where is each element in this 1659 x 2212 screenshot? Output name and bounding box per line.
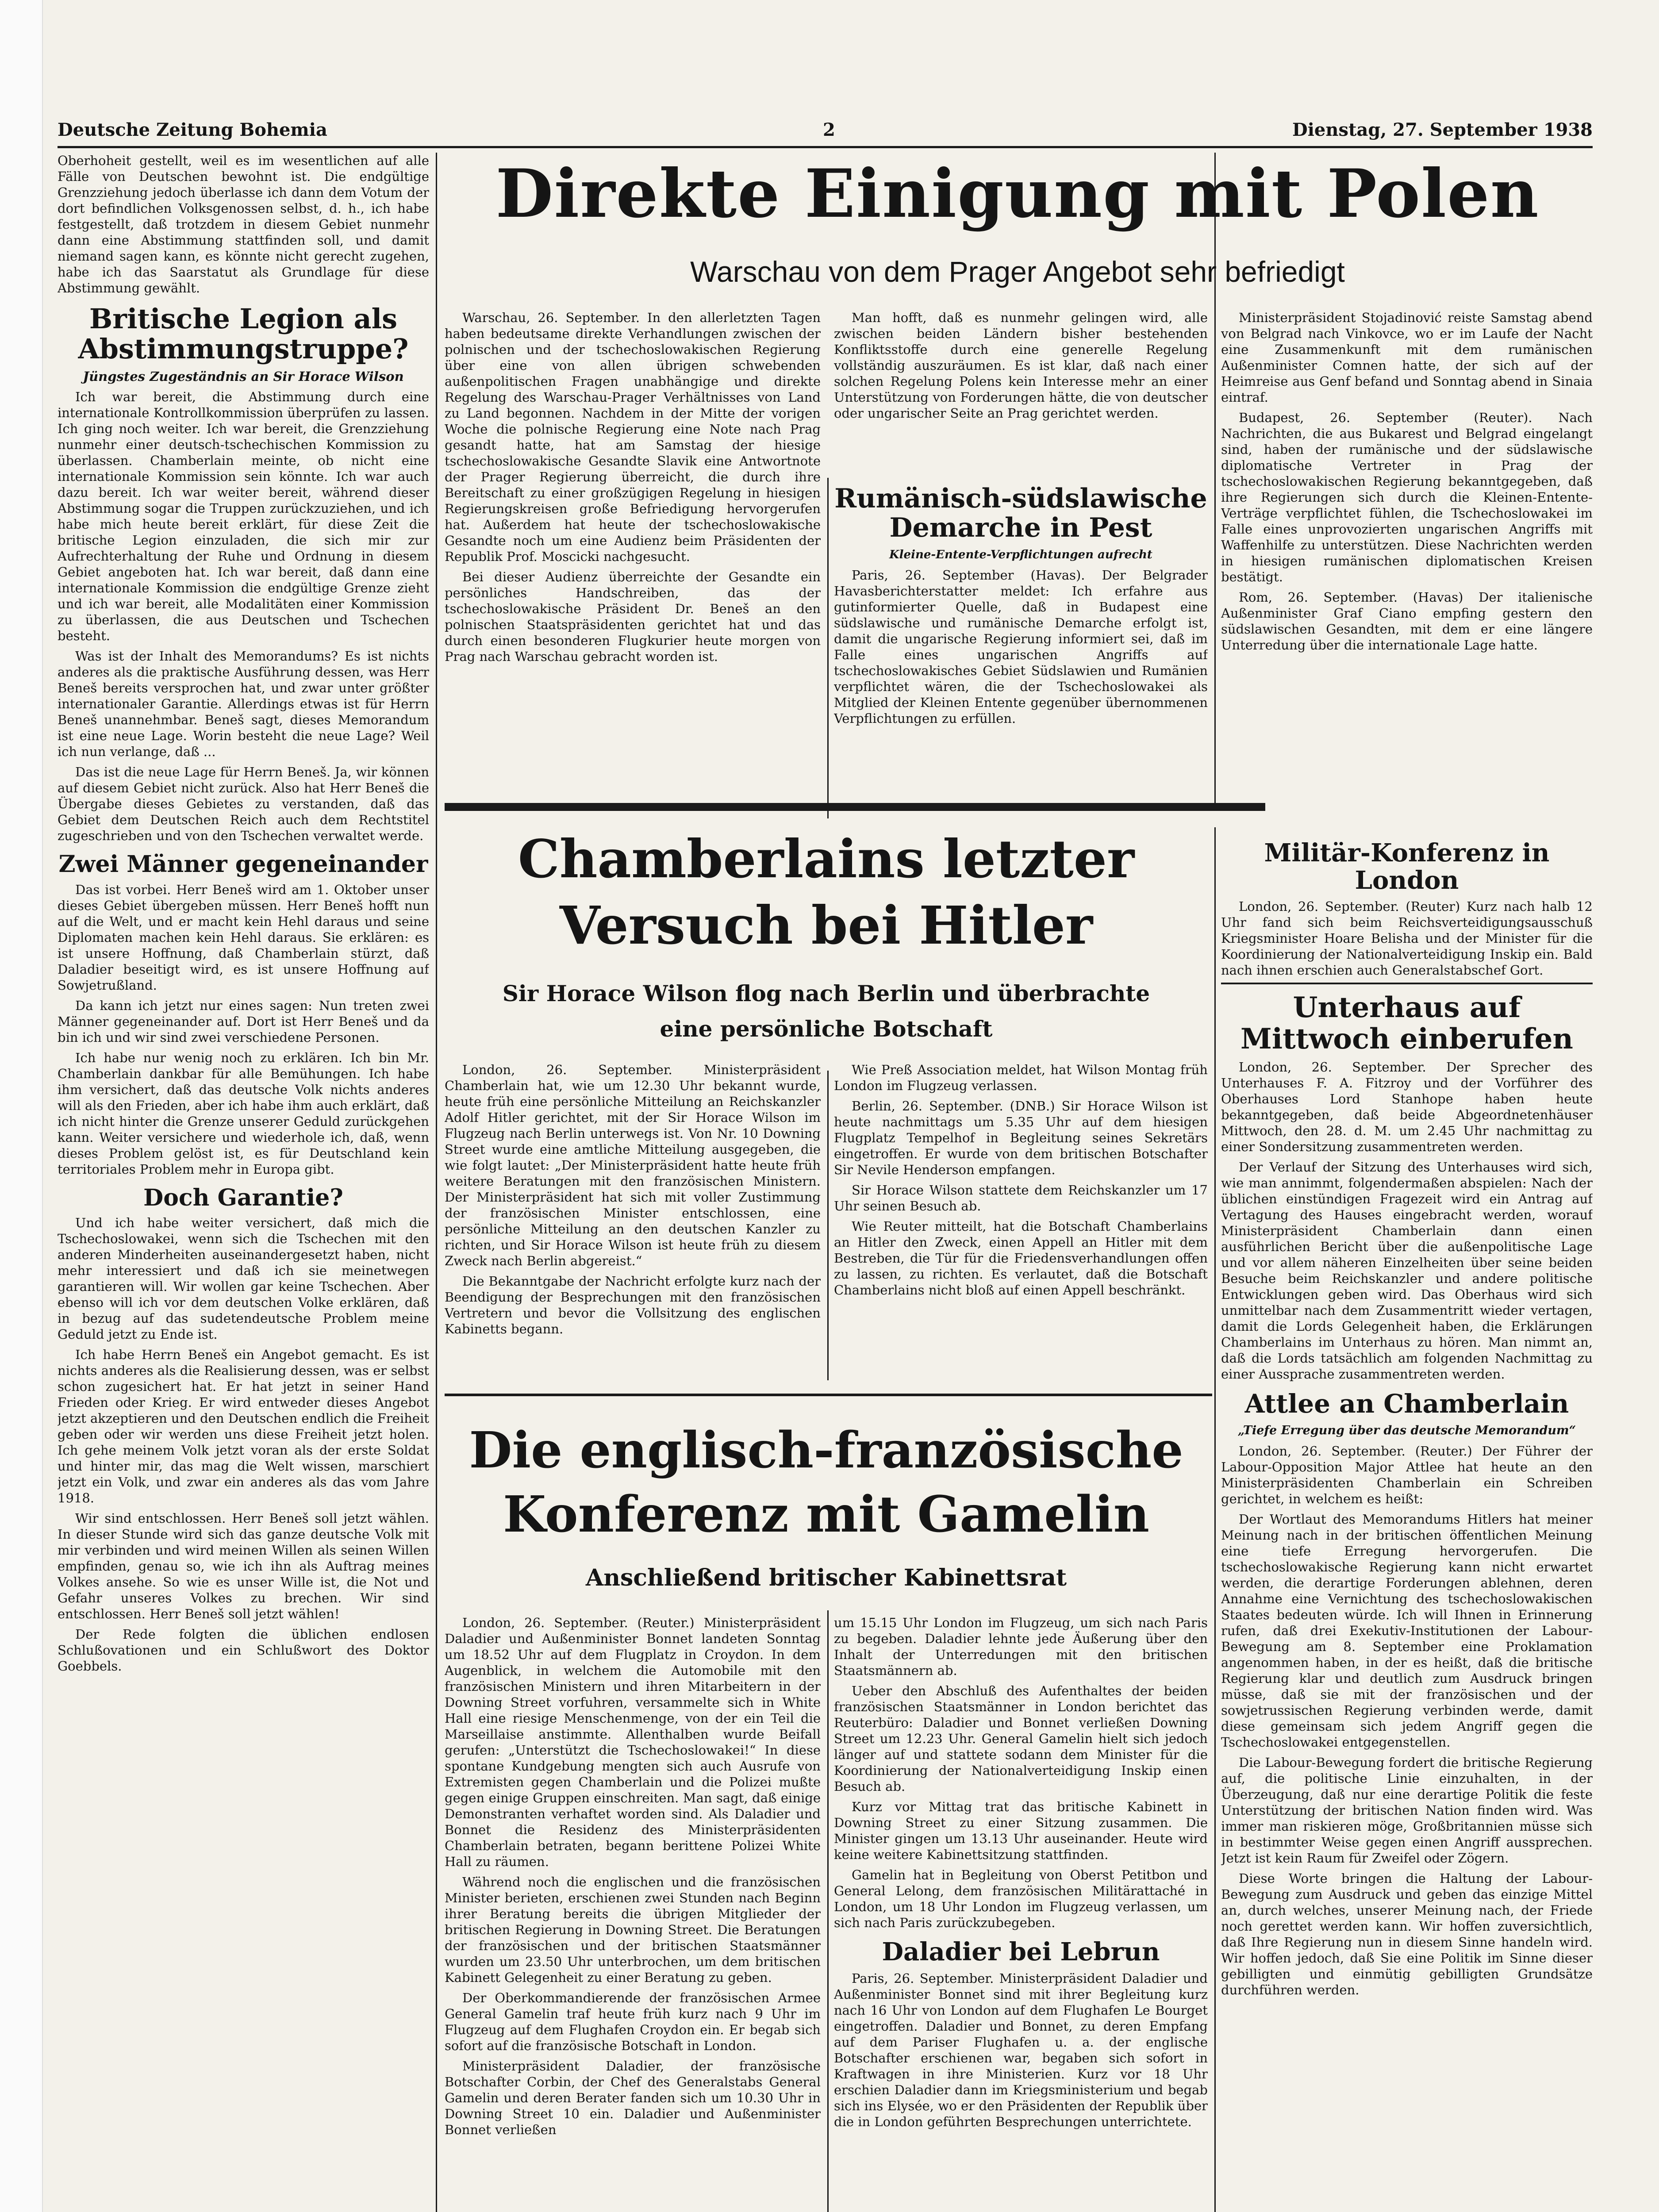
rumaenisch-col-2 bbox=[1221, 310, 1593, 796]
militaer-headline: Militär-Konferenz in London bbox=[1264, 838, 1550, 895]
left-column bbox=[58, 153, 429, 2212]
paragraph: Und ich habe weiter versichert, daß mich die Tschechoslowakei, wenn sich die Tschechen mit den anderen Minderheiten auseinandergesetzt haben, nicht mehr interessiert und daß ich sie meinetwegen garantieren will. Wir wollen gar keine Tschechen. Aber ebenso will ich vor dem deutschen Volke erklären, daß in bezug auf das sudetendeutsche Problem meine Geduld jetzt zu Ende ist. bbox=[58, 1215, 429, 1342]
issue-date: Dienstag, 27. September 1938 bbox=[1292, 119, 1593, 140]
paragraph: Diese Worte bringen die Haltung der Labour-Bewegung zum Ausdruck und geben das einzige Mittel an, durch welches, unserer Meinung nach, der Friede noch gerettet werden kann. Wir hoffen zuversichtlich, daß Ihre Regierung nun in diesem Sinne handeln wird. Wir hoffen jedoch, daß Sie eine Politik im Sinne dieser gebilligten und einmütig gebilligten Grundsätze durchführen werden. bbox=[1221, 1870, 1593, 1997]
chamberlain-sub-1: Sir Horace Wilson flog nach Berlin und überbrachte bbox=[502, 980, 1150, 1006]
column-rule bbox=[827, 1071, 829, 1380]
paragraph: London, 26. September. (Reuter) Kurz nach halb 12 Uhr fand sich beim Reichsverteidigungsausschuß Kriegsminister Hoare Belisha und der Minister für die Koordinierung der Nationalverteidigung Inskip ein. Bald nach ihnen erschien auch Generalstabschef Gort. bbox=[1221, 899, 1593, 978]
paragraph: Ich habe nur wenig noch zu erklären. Ich bin Mr. Chamberlain dankbar für alle Bemühungen. Ich habe ihm versichert, daß das deutsche Volk nichts anderes will als den Frieden, aber ich habe ihm auch erklärt, daß ich nicht hinter die Grenze unserer Geduld zurückgehen kann. Weiter versichere und wiederhole ich, daß, wenn dieses Problem gelöst ist, es für Deutschland kein territoriales Problem mehr in Europa gibt. bbox=[58, 1050, 429, 1177]
column-rule bbox=[827, 1610, 829, 2212]
paragraph: Während noch die englischen und die französischen Minister berieten, erschienen zwei Stunden nach Beginn ihrer Beratung bereits die übrigen Mitglieder der britischen Regierung in Downing Street. Die Beratungen der französischen und der britischen Staatsmänner wurden um 23.50 Uhr unterbrochen, um dem britischen Kabinett Gelegenheit zu einer Beratung zu geben. bbox=[445, 1874, 821, 1985]
lead-col-1 bbox=[445, 310, 821, 796]
paragraph: Wie Reuter mitteilt, hat die Botschaft Chamberlains an Hitler den Zweck, einen Appell an Hitler mit dem Bestreben, die Tür für die Friedensverhandlungen offen zu lassen, zu richten. Es verlautet, daß die Botschaft Chamberlains nicht bloß auf einen Appell beschränkt. bbox=[834, 1219, 1208, 1298]
chamberlain-sub-2: eine persönliche Botschaft bbox=[660, 1016, 993, 1042]
paragraph: Ich war bereit, die Abstimmung durch eine internationale Kontrollkommission überprüfen zu lassen. Ich ging noch weiter. Ich war bereit, die Grenzziehung nunmehr einer deutsch-tschechischen Kommission zu überlassen. Chamberlain meinte, ob nicht eine internationale Kommission sein könnte. Ich war auch dazu bereit. Ich war weiter bereit, während dieser Abstimmung sogar die Truppen zurückzuziehen, und ich habe mich heute bereit erklärt, für diese Zeit die britische Legion einzuladen, die sich mir zur Aufrechterhaltung der Ruhe und Ordnung in diesem Gebiet angeboten hat. Ich war bereit, daß dann eine internationale Kommission die endgültige Grenze zieht und ich war bereit, alle Modalitäten einer Kommission zu überlassen, die aus Deutschen und Tschechen besteht. bbox=[58, 389, 429, 644]
paragraph: Kurz vor Mittag trat das britische Kabinett in Downing Street zu einer Sitzung zusammen. Die Minister gingen um 13.13 Uhr auseinander. Heute wird keine weitere Kabinettsitzung stattfinden. bbox=[834, 1799, 1208, 1862]
lead-headline: Direkte Einigung mit Polen bbox=[495, 155, 1540, 233]
intro-paragraph: Oberhoheit gestellt, weil es im wesentlichen auf alle Fälle von Deutschen bewohnt ist. Die endgültige Grenzziehung jedoch überlasse ich dann dem Votum der dort befindlichen Volksgenossen selbst, d. h., ich habe festgestellt, daß trotzdem in diesem Gebiet nunmehr dann eine Abstimmung stattfinden soll, und damit niemand sagen kann, es könnte nicht gerecht zugehen, habe ich das Saarstatut als Grundlage für diese Abstimmung gewählt. bbox=[58, 153, 429, 296]
section-rule bbox=[445, 1394, 1212, 1396]
paragraph: Der Rede folgten die üblichen endlosen Schlußovationen und ein Schlußwort des Doktor Goebbels. bbox=[58, 1626, 429, 1674]
right-column-lower bbox=[1221, 832, 1593, 2212]
paragraph: Wie Preß Association meldet, hat Wilson Montag früh London im Flugzeug verlassen. bbox=[834, 1062, 1208, 1093]
subheading-wilson: Jüngstes Zugeständnis an Sir Horace Wilson bbox=[83, 369, 404, 384]
paragraph: London, 26. September. Der Sprecher des Unterhauses F. A. Fitzroy und der Vorführer des Oberhauses Lord Stanhope haben heute bekanntgegeben, daß beide Abgeordnetenhäuser Mittwoch, den 28. d. M. um 2.45 Uhr nachmittag zu einer Sondersitzung zusammentreten werden. bbox=[1221, 1059, 1593, 1154]
gamelin-headline-1: Die englisch-französische bbox=[469, 1421, 1183, 1479]
paragraph: Paris, 26. September. Ministerpräsident Daladier und Außenminister Bonnet sind mit ihrer Begleitung kurz nach 16 Uhr von London auf dem Flughafen Le Bourget eingetroffen. Daladier und Bonnet, zu deren Empfang auf dem Pariser Flughafen u. a. der englische Botschafter erschienen war, begaben sich sofort in Kraftwagen in ihre Ministerien. Kurz vor 18 Uhr erschien Daladier dann im Kriegsministerium und begab sich ins Elysée, wo er den Präsidenten der Republik über die in London geführten Besprechungen unterrichtete. bbox=[834, 1970, 1208, 2129]
masthead-rule bbox=[58, 146, 1593, 148]
heading-zwei-maenner: Zwei Männer gegeneinander bbox=[58, 851, 428, 878]
paragraph: Man hofft, daß es nunmehr gelingen wird, alle zwischen beiden Ländern bisher bestehenden Konfliktsstoffe durch eine generelle Regelung vollständig auszuräumen. Es ist klar, daß nach einer solchen Regelung Polens kein Interesse mehr an einer Unterstützung von Forderungen hätte, die von deutscher oder ungarischer Seite an Prag gerichtet werden. bbox=[834, 310, 1208, 421]
chamberlain-col-2 bbox=[834, 1062, 1208, 1389]
paragraph: Rom, 26. September. (Havas) Der italienische Außenminister Graf Ciano empfing gestern den südslawischen Gesandten, mit dem er eine längere Unterredung über die internationale Lage hatte. bbox=[1221, 590, 1593, 653]
rumaenisch-sub: Kleine-Entente-Verpflichtungen aufrecht bbox=[889, 548, 1152, 561]
paragraph: um 15.15 Uhr London im Flugzeug, um sich nach Paris zu begeben. Daladier lehnte jede Äußerung über den Inhalt der Unterredungen mit den britischen Staatsmännern ab. bbox=[834, 1615, 1208, 1678]
paragraph: Paris, 26. September (Havas). Der Belgrader Havasberichterstatter meldet: Ich erfahre aus gutinformierter Quelle, daß in Budapest eine südslawische und rumänische Demarche erfolgt ist, damit die ungarische Regierung informiert sei, daß im Falle eines ungarischen Angriffs auf tschechoslowakisches Gebiet Südslawien und Rumänien verpflichtet wären, die der Tschechoslowakei als Mitglied der Kleinen Entente gegenüber übernommenen Verpflichtungen zu erfüllen. bbox=[834, 568, 1208, 726]
chamberlain-col-1 bbox=[445, 1062, 821, 1389]
paragraph: Sir Horace Wilson stattete dem Reichskanzler um 17 Uhr seinen Besuch ab. bbox=[834, 1183, 1208, 1214]
page-number: 2 bbox=[823, 119, 835, 140]
paragraph: Was ist der Inhalt des Memorandums? Es ist nichts anderes als die praktische Ausführung dessen, was Herr Beneš bereits versprochen hat, und zwar unter größter internationaler Garantie. Allerdings etwas ist für Herrn Beneš unannehmbar. Beneš sagt, dieses Memorandum ist eine neue Lage. Worin besteht die neue Lage? Weil ich nun verlange, daß ... bbox=[58, 649, 429, 760]
paragraph: London, 26. September. Ministerpräsident Chamberlain hat, wie um 12.30 Uhr bekannt wurde, heute früh eine persönliche Mitteilung an Reichskanzler Adolf Hitler gerichtet, mit der Sir Horace Wilson im Flugzeug nach Berlin unterwegs ist. Von Nr. 10 Downing Street wurde eine amtliche Mitteilung ausgegeben, die wie folgt lautet: „Der Ministerpräsident hatte heute früh weitere Beratungen mit den französischen Ministern. Der Ministerpräsident hat sich mit voller Zustimmung der französischen Minister entschlossen, eine persönliche Mitteilung an den deutschen Kanzler zu richten, und Sir Horace Wilson ist heute früh zu diesem Zweck nach Berlin abgereist.“ bbox=[445, 1062, 821, 1268]
heading-britische-legion: Britische Legion als Abstimmungstruppe? bbox=[78, 303, 409, 365]
rumaenisch-headline: Rumänisch-südslawische Demarche in Pest bbox=[834, 483, 1207, 543]
column-rule bbox=[827, 478, 829, 818]
rumaenisch-block bbox=[834, 482, 1208, 796]
paragraph: Berlin, 26. September. (DNB.) Sir Horace Wilson ist heute nachmittags um 5.35 Uhr auf dem hiesigen Flugplatz Tempelhof in Begleitung seines Sekretärs eingetroffen. Er wurde von dem britischen Botschafter Sir Nevile Henderson empfangen. bbox=[834, 1098, 1208, 1177]
chamberlain-headline-1: Chamberlains letzter bbox=[518, 828, 1135, 890]
paragraph: Ministerpräsident Daladier, der französische Botschafter Corbin, der Chef des Generalstabs General Gamelin und deren Berater fanden sich um 10.30 Uhr in Downing Street 10 ein. Daladier und Außenminister Bonnet verließen bbox=[445, 2058, 821, 2137]
paragraph: Ich habe Herrn Beneš ein Angebot gemacht. Es ist nichts anderes als die Realisierung dessen, was er selbst schon zugesichert hat. Er hat jetzt in seiner Hand Frieden oder Krieg. Er wird entweder dieses Angebot jetzt akzeptieren und den Deutschen endlich die Freiheit geben oder wir werden uns diese Freiheit jetzt holen. Ich gehe meinem Volk jetzt voran als der erste Soldat und hinter mir, das mag die Welt wissen, marschiert jetzt ein Volk, und zwar ein anderes als das vom Jahre 1918. bbox=[58, 1347, 429, 1505]
paragraph: Wir sind entschlossen. Herr Beneš soll jetzt wählen. In dieser Stunde wird sich das ganze deutsche Volk mit mir verbinden und wird meinen Willen als seinen Willen empfinden, genau so, wie ich ihn als Auftrag meines Volkes ansehe. So wie es unser Wille ist, die Not und Gefahr unseres Volkes zu brechen. Wir sind entschlossen. Herr Beneš soll jetzt wählen! bbox=[58, 1510, 429, 1621]
column-rule bbox=[1214, 827, 1216, 2212]
paragraph: Gamelin hat in Begleitung von Oberst Petitbon und General Lelong, dem französischen Militärattaché in London, um 18 Uhr London im Flugzeug verlassen, um sich nach Paris zurückzubegeben. bbox=[834, 1867, 1208, 1930]
divider bbox=[1221, 983, 1593, 984]
gamelin-col-1 bbox=[445, 1615, 821, 2212]
paper-name: Deutsche Zeitung Bohemia bbox=[58, 119, 327, 140]
section-rule bbox=[445, 803, 1265, 811]
paragraph: Das ist die neue Lage für Herrn Beneš. Ja, wir können auf diesem Gebiet nicht zurück. Also hat Herr Beneš die Übergabe dieses Gebietes zu verstanden, daß das Gebiet dem Deutschen Reich auch dem Rechtstitel zugeschrieben und von den Tschechen verwaltet werde. bbox=[58, 764, 429, 844]
paragraph: Der Oberkommandierende der französischen Armee General Gamelin traf heute früh kurz nach 9 Uhr im Flugzeug auf dem Flughafen Croydon ein. Er begab sich sofort auf die französische Botschaft in London. bbox=[445, 1990, 821, 2053]
unterhaus-headline: Unterhaus auf Mittwoch einberufen bbox=[1240, 991, 1573, 1056]
column-rule bbox=[1214, 153, 1216, 803]
gamelin-col-2 bbox=[834, 1615, 1208, 2212]
gamelin-headline-2: Konferenz mit Gamelin bbox=[503, 1486, 1150, 1544]
paragraph: Budapest, 26. September (Reuter). Nach Nachrichten, die aus Bukarest und Belgrad eingelangt sind, haben der rumänische und der südslawische diplomatische Vertreter in Prag der tschechoslowakischen Regierung bekanntgegeben, daß ihre Regierungen sich durch die Kleinen-Entente-Verträge verpflichtet fühlen, die Tschechoslowakei im Falle eines unprovozierten ungarischen Angriffs mit Waffenhilfe zu unterstützen. Diese Nachrichten werden in hiesigen rumänischen diplomatischen Kreisen bestätigt. bbox=[1221, 410, 1593, 584]
paragraph: London, 26. September. (Reuter.) Der Führer der Labour-Opposition Major Attlee hat heute an den Ministerpräsidenten Chamberlain ein Schreiben gerichtet, in welchem es heißt: bbox=[1221, 1443, 1593, 1506]
gamelin-sub: Anschließend britischer Kabinettsrat bbox=[585, 1564, 1067, 1591]
paragraph: Ministerpräsident Stojadinović reiste Samstag abend von Belgrad nach Vinkovce, wo er im Laufe der Nacht eine Zusammenkunft mit dem rumänischen Außenminister Comnen hatte, der sich auf der Heimreise aus Genf befand und Sonntag abend in Sinaia eintraf. bbox=[1221, 310, 1593, 405]
heading-doch-garantie: Doch Garantie? bbox=[143, 1184, 343, 1211]
lead-col-2 bbox=[834, 310, 1208, 478]
scan-edge bbox=[0, 0, 43, 2212]
paragraph: Bei dieser Audienz überreichte der Gesandte ein persönliches Handschreiben, das der tschechoslowakische Präsident Dr. Beneš an den polnischen Staatspräsidenten gerichtet hat und das durch einen besonderen Flugkurier heute morgen von Prag nach Warschau gebracht worden ist. bbox=[445, 569, 821, 664]
paragraph: Die Labour-Bewegung fordert die britische Regierung auf, die politische Linie einzuhalten, in der Überzeugung, daß nur eine derartige Politik die feste Unterstützung der britischen Nation finden wird. Was immer man riskieren möge, Großbritannien müsse sich in bestimmter Weise gegen einen Angriff aussprechen. Jetzt ist kein Raum für Zweifel oder Zögern. bbox=[1221, 1755, 1593, 1866]
paragraph: Der Verlauf der Sitzung des Unterhauses wird sich, wie man annimmt, folgendermaßen abspielen: Nach der üblichen einstündigen Fragezeit wird ein Antrag auf Vertagung des Hauses eingebracht werden, worauf Ministerpräsident Chamberlain dann einen ausführlichen Bericht über die außenpolitische Lage und vor allem näheren Einzelheiten über seine beiden Besuche beim Reichskanzler und andere politische Entwicklungen geben wird. Das Oberhaus wird sich unmittelbar nach dem Zusammentritt wieder vertagen, damit die Lords Gelegenheit haben, die Erklärungen Chamberlains im Unterhaus zu hören. Man nimmt an, daß die Lords tatsächlich am folgenden Nachmittag zu einer Aussprache zusammentreten werden. bbox=[1221, 1159, 1593, 1382]
lead-subheadline: Warschau von dem Prager Angebot sehr befriedigt bbox=[690, 255, 1345, 288]
column-rule bbox=[436, 153, 437, 2212]
attlee-headline: Attlee an Chamberlain bbox=[1244, 1388, 1569, 1419]
paragraph: Warschau, 26. September. In den allerletzten Tagen haben bedeutsame direkte Verhandlungen zwischen der polnischen und der tschechoslowakischen Regierung über eine von allen übrigen schwebenden außenpolitischen Fragen unabhängige und direkte Regelung des Warschau-Prager Verhältnisses von Land zu Land begonnen. Nachdem in der Mitte der vorigen Woche die polnische Regierung eine Note nach Prag gesandt hatte, hat am Samstag der hiesige tschechoslowakische Gesandte Slavik eine Antwortnote der Prager Regierung überreicht, die durch ihre Bereitschaft zu einer großzügigen Regelung in hiesigen Regierungskreisen große Befriedigung hervorgerufen hat. Außerdem hat heute der tschechoslowakische Gesandte noch um eine Audienz beim Präsidenten der Republik Prof. Moscicki nachgesucht. bbox=[445, 310, 821, 564]
attlee-sub: „Tiefe Erregung über das deutsche Memorandum“ bbox=[1237, 1423, 1576, 1437]
lebrun-headline: Daladier bei Lebrun bbox=[882, 1937, 1160, 1966]
paragraph: Der Wortlaut des Memorandums Hitlers hat meiner Meinung nach in der britischen öffentlichen Meinung eine tiefe Erregung hervorgerufen. Die tschechoslowakische Regierung kann nicht erwartet werden, die derartige Forderungen ablehnen, deren Annahme eine Vernichtung des tschechoslowakischen Staates bedeuten würde. Ich will Ihnen in Erinnerung rufen, daß drei Exekutiv-Institutionen der Labour-Bewegung am 8. September eine Proklamation angenommen haben, in der es heißt, daß die britische Regierung klar und deutlich zum Ausdruck bringen müsse, daß sie mit der französischen und der sowjetrussischen Regierung verbinden werde, damit diese gemeinsam sich jedem Angriff gegen die Tschechoslowakei entgegenstellen. bbox=[1221, 1511, 1593, 1750]
paragraph: Ueber den Abschluß des Aufenthaltes der beiden französischen Staatsmänner in London berichtet das Reuterbüro: Daladier und Bonnet verließen Downing Street um 12.23 Uhr. General Gamelin hielt sich jedoch länger auf und stattete sodann dem Minister für die Koordinierung der Nationalverteidigung Inskip einen Besuch ab. bbox=[834, 1683, 1208, 1794]
paragraph: Die Bekanntgabe der Nachricht erfolgte kurz nach der Beendigung der Besprechungen mit den französischen Vertretern und bevor die Vollsitzung des englischen Kabinetts begann. bbox=[445, 1274, 821, 1336]
paragraph: London, 26. September. (Reuter.) Ministerpräsident Daladier und Außenminister Bonnet landeten Sonntag um 18.52 Uhr auf dem Flugplatz in Croydon. In dem Augenblick, in welchem die Automobile mit den französischen Ministern und ihren Mitarbeitern in der Downing Street vorfuhren, versammelte sich in White Hall eine riesige Menschenmenge, von der ein Teil die Marseillaise anstimmte. Allenthalben wurde Beifall gerufen: „Unterstützt die Tschechoslowakei!“ In diese spontane Kundgebung mengten sich auch Ausrufe von Extremisten gegen Chamberlain und die Polizei mußte gegen einige Gruppen einschreiten. Man sagt, daß einige Demonstranten verhaftet worden sind. Als Daladier und Bonnet die Residenz des Ministerpräsidenten Chamberlain betraten, begann berittene Polizei White Hall zu räumen. bbox=[445, 1615, 821, 1869]
paragraph: Das ist vorbei. Herr Beneš wird am 1. Oktober unser dieses Gebiet übergeben müssen. Herr Beneš hofft nun auf die Welt, und er macht kein Hehl daraus und seine Diplomaten machen kein Hehl daraus. Sie erklären: es ist unsere Hoffnung, daß Chamberlain stürzt, daß Daladier beseitigt wird, es ist unsere Hoffnung auf Sowjetrußland. bbox=[58, 882, 429, 993]
paragraph: Da kann ich jetzt nur eines sagen: Nun treten zwei Männer gegeneinander auf. Dort ist Herr Beneš und da bin ich und wir sind zwei verschiedene Personen. bbox=[58, 998, 429, 1045]
chamberlain-headline-2: Versuch bei Hitler bbox=[559, 895, 1093, 956]
